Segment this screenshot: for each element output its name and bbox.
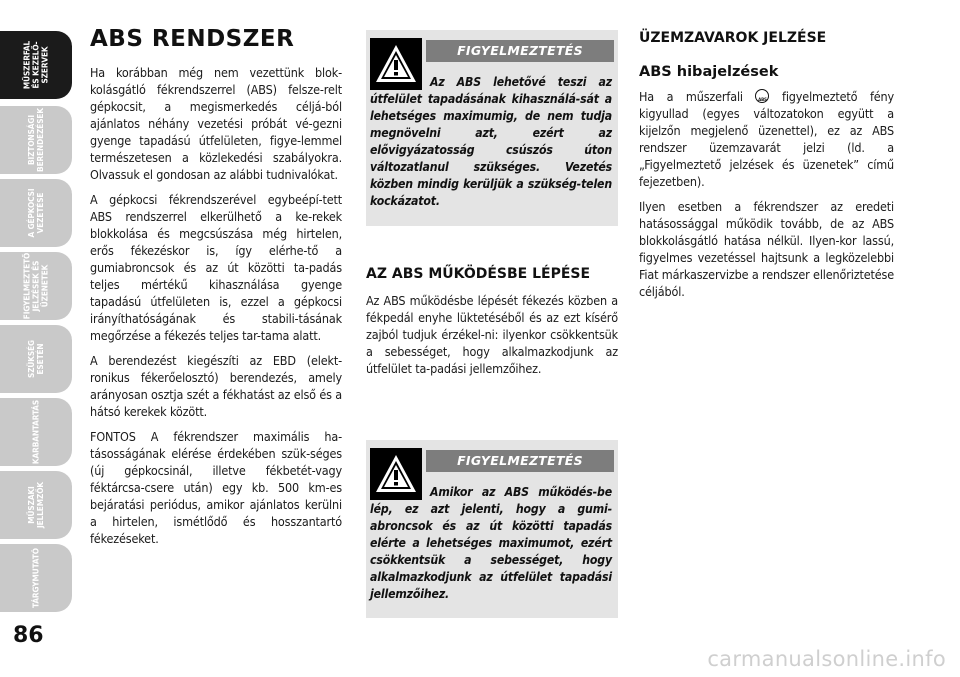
section-text: Az ABS működésbe lépését fékezés közben a fékpedál enyhe lüktetéséből és az ezt kísérő zajból tudjuk érzékel-ni: ilyenkor csökkentsük a sebességet, hogy alkalmazkodjunk az útfelület ta-padási jellemzőihez. [366,293,618,376]
section-abs-mukodes [366,266,618,385]
warning-box-2 [366,440,618,618]
page-title: ABS RENDSZER [90,26,295,52]
abs-warning-light-icon [755,89,769,103]
subheading-abs-hibajelzesek: ABS hibajelzések [639,64,779,80]
tab-muszaki[interactable]: MŰSZAKI JELLEMZŐK [0,470,72,539]
section-heading-uzemzavarok: ÜZEMZAVAROK JELZÉSE [639,30,827,46]
paragraph-hibajelzes: Ha a műszerfali ABS figyelmeztető fény kigyullad (egyes változatokon együtt a kijelzőn megjelenő üzenettel), ez az ABS rendszer üzemzavarát jelzi (ld. a „Figyelmeztető jelzések és üzenetek” című fejezetben). [639,88,894,190]
tab-karbantartas[interactable]: KARBANTARTÁS [0,397,72,466]
warning-text: Amikor az ABS működés-be lép, ez azt jelenti, hogy a gumi-abroncsok és az út közötti tapadás elérte a lehetséges maximumot, ezért csökkentsük a sebességet, hogy alkalmazkodjunk az útfelület tapadási jellemzőihez. [370,485,612,601]
tab-targymutato[interactable]: TÁRGYMUTATÓ [0,543,72,612]
warning-box-1 [366,30,618,226]
page-number: 86 [13,623,44,648]
paragraph-intro: Ha korábban még nem vezettünk blok-kolásgátló fékrendszerrel (ABS) felsze-relt gépkocsit, a megismerkedés céljá-ból ajánlatos néhány vezetési próbát vé-gezni gyenge tapadású útfelületen, figye-lemmel természetesen a közlekedési szabályokra. Olvassuk el gondosan az alábbi tudnivalókat. [90,65,342,182]
tab-figyelmezteto[interactable]: FIGYELMEZTETŐ JELZÉSEK ÉS ÜZENETEK [0,251,72,320]
tab-gepkocsi-vezetese[interactable]: A GÉPKOCSI VEZETÉSE [0,178,72,247]
warning-title: FIGYELMEZTETÉS [426,450,614,472]
tab-biztonsagi[interactable]: BIZTONSÁGI BERENDEZÉSEK [0,105,72,174]
watermark: carmanualsonline.info [707,647,946,671]
warning-text: Az ABS lehetővé teszi az útfelület tapadásának kihasználá-sát a lehetséges maximumig, de nem tudja megnövelni azt, ezért az elővigyázatosság csúszós úton változatlanul szükséges. Vezetés közben mindig kerüljük a szükség-telen kockázatot. [370,75,612,208]
tab-szukseg[interactable]: SZÜKSÉG ESETÉN [0,324,72,393]
tab-muszerfal[interactable]: MŰSZERFAL ÉS KEZELŐ- SZERVEK [0,30,72,99]
paragraph-teendo: Ilyen esetben a fékrendszer az eredeti hatásossággal működik tovább, de az ABS blokkolásgátló hatása nélkül. Ilyen-kor lassú, figyelmes vezetéssel hajtsunk a legközelebbi Fiat márkaszervizbe a rendszer ellenőriztetése céljából. [639,199,894,299]
paragraph-ebd: A berendezést kiegészíti az EBD (elekt-ronikus fékerőelosztó) berendezés, amely arányosan osztja szét a fékhatást az első és a hátsó kerekek között. [90,353,342,419]
paragraph-abs-desc: A gépkocsi fékrendszerével egybeépí-tett ABS rendszerrel elkerülhető a ke-rekek blokkolása és megcsúszása még hirtelen, erős fékezéskor is, így elérhe-tő a gumiabroncsok és az út közötti ta-padás teljes mértékű kihasználása gyenge tapadású útfelületen is, ezzel a gépkocsi irányíthatóságának és stabili-tásának megőrzése a fékezés teljes tar-tama alatt. [90,192,342,343]
section-heading: AZ ABS MŰKÖDÉSBE LÉPÉSE [366,266,591,282]
warning-title: FIGYELMEZTETÉS [426,40,614,62]
column-1 [90,64,342,555]
paragraph-fontos: FONTOS A fékrendszer maximális ha-tásosságának elérése érdekében szük-séges (új gépkocsinál, illetve fékbetét-vagy féktárcsa-csere után) egy kb. 500 km-es bejáratási periódus, amikor ajánlatos kerülni a hirtelen, ismétlődő és hosszantartó fékezéseket. [90,429,342,546]
column-3 [639,30,894,308]
